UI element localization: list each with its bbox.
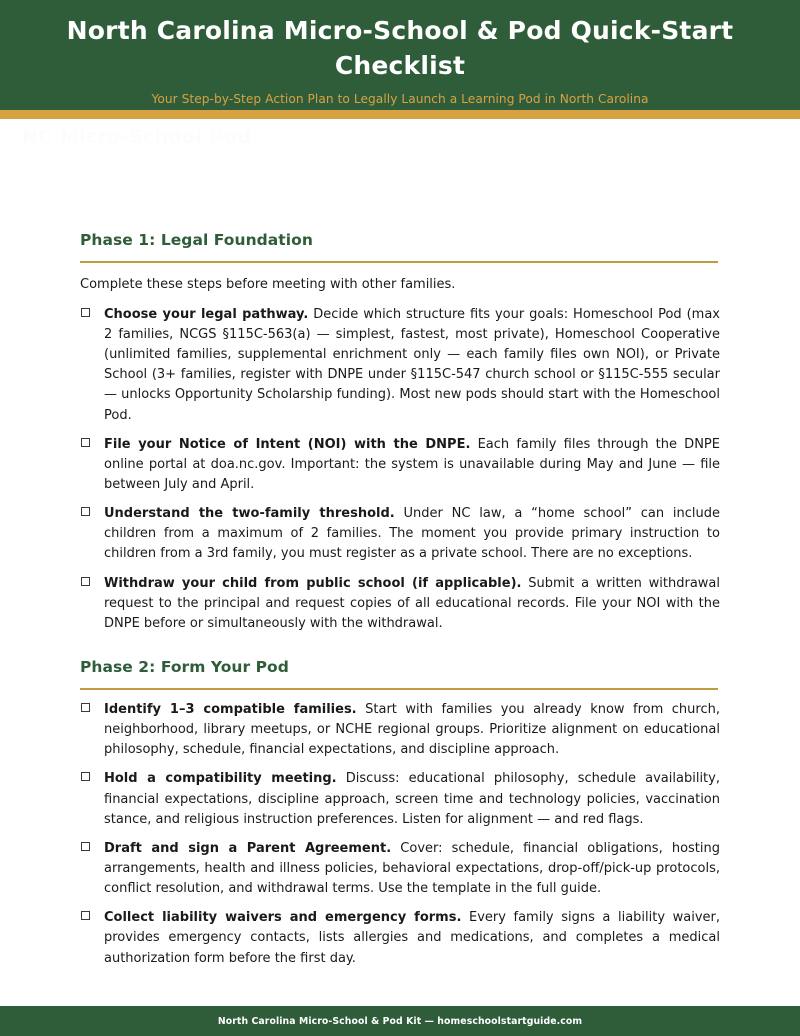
phase-2-title: Phase 2: Form Your Pod xyxy=(80,657,289,676)
document-footer xyxy=(0,1006,800,1036)
checklist-item[interactable] xyxy=(80,839,720,899)
checklist-item[interactable] xyxy=(80,574,720,634)
checklist-item-lead: Choose your legal pathway. xyxy=(104,306,309,322)
phase-1-divider xyxy=(80,261,718,263)
phase-section-1 xyxy=(80,119,720,634)
document-body xyxy=(0,119,800,1006)
phase-1-title: Phase 1: Legal Foundation xyxy=(80,231,313,249)
checklist-item-lead: Draft and sign a Parent Agreement. xyxy=(104,840,392,856)
header-accent-rule xyxy=(0,110,800,119)
checklist-item[interactable] xyxy=(80,435,720,495)
checklist-item-body: Every family signs a liability waiver, provides emergency contacts, lists allergies and medications, and completes a medical authorization form before the first day. xyxy=(104,910,720,966)
footer-text: North Carolina Micro-School & Pod Kit — homeschoolstartguide.com xyxy=(217,1015,583,1027)
checkbox-icon[interactable] xyxy=(81,911,90,920)
phase-1-checklist xyxy=(80,305,720,634)
phase-section-2 xyxy=(80,634,720,969)
page-subtitle: Your Step-by-Step Action Plan to Legally Launch a Learning Pod in North Carolina xyxy=(151,92,649,106)
checklist-item-body: Cover: schedule, financial obligations, hosting arrangements, health and illness policies, behavioral expectations, drop-off/pick-up protocols, conflict resolution, and withdrawal terms. Use the template in the full guide. xyxy=(104,840,721,897)
checklist-item[interactable] xyxy=(80,504,720,564)
checklist-item-body: Under NC law, a “home school” can include children from a maximum of 2 families. The moment you provide primary instruction to children from a 3rd family, you must register as a private school. There are no exceptions. xyxy=(104,506,720,562)
checklist-item[interactable] xyxy=(80,908,720,968)
phase-2-divider xyxy=(80,688,718,690)
checklist-item-lead: File your Notice of Intent (NOI) with the DNPE. xyxy=(104,436,471,452)
checklist-item-lead: Collect liability waivers and emergency forms. xyxy=(104,910,462,926)
checklist-item-lead: Hold a compatibility meeting. xyxy=(104,771,337,787)
checklist-item-lead: Withdraw your child from public school (if applicable). xyxy=(104,575,522,591)
checklist-item[interactable] xyxy=(80,769,720,829)
page-title: North Carolina Micro-School & Pod Quick-Start Checklist xyxy=(66,16,734,80)
checklist-item-body: Start with families you already know from church, neighborhood, library meetups, or NCHE regional groups. Prioritize alignment on educational philosophy, schedule, financial expectations, and discipline approach. xyxy=(104,701,720,758)
checklist-item-lead: Understand the two-family threshold. xyxy=(104,506,395,522)
checkbox-icon[interactable] xyxy=(81,438,90,447)
checkbox-icon[interactable] xyxy=(81,703,90,712)
checklist-item-body: Submit a written withdrawal request to the principal and request copies of all educational records. File your NOI with the DNPE before or simultaneously with the withdrawal. xyxy=(104,575,721,631)
watermark-text: NC Micro-School Pod xyxy=(22,126,252,148)
checklist-item[interactable] xyxy=(80,700,720,760)
checklist-item[interactable] xyxy=(80,305,720,426)
document-header xyxy=(0,0,800,110)
checklist-item-body: Discuss: educational philosophy, schedule availability, financial expectations, discipline approach, screen time and technology policies, vaccination stance, and religious instruction preferences. Listen for alignment — and red flags. xyxy=(104,771,720,827)
checkbox-icon[interactable] xyxy=(81,577,90,586)
phase-1-intro: Complete these steps before meeting with other families. xyxy=(80,277,456,292)
checkbox-icon[interactable] xyxy=(81,507,90,516)
checklist-item-body: Each family files through the DNPE online portal at doa.nc.gov. Important: the system is unavailable during May and June — file between July and April. xyxy=(104,436,720,492)
checkbox-icon[interactable] xyxy=(81,772,90,781)
checklist-item-lead: Identify 1–3 compatible families. xyxy=(104,701,357,717)
checkbox-icon[interactable] xyxy=(81,842,90,851)
phase-2-checklist xyxy=(80,700,720,969)
checklist-item-body: Decide which structure fits your goals: Homeschool Pod (max 2 families, NCGS §115C-563(a) — simplest, fastest, most private), Homeschool Cooperative (unlimited families, supplemental enrichment only — each family files own NOI), or Private School (3+ families, register with DNPE under §115C-547 church school or §115C-555 secular — unlocks Opportunity Scholarship funding). Most new pods should start with the Homeschool Pod. xyxy=(104,306,720,423)
checkbox-icon[interactable] xyxy=(81,308,90,317)
